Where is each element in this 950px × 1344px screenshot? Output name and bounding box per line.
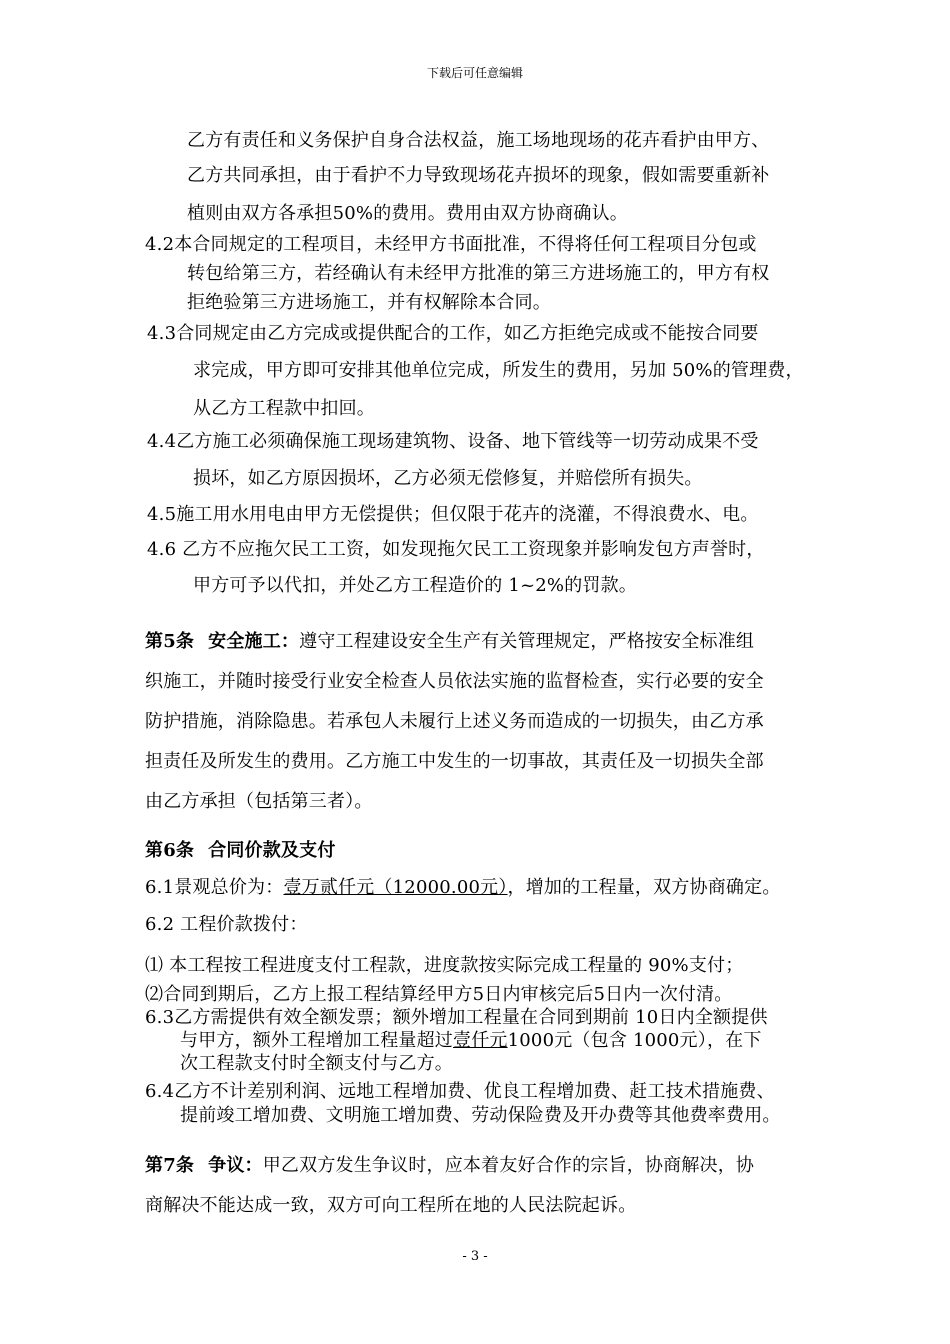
clause-6-2: 6.2 工程价款拨付： [145, 914, 308, 935]
clause-line-s43l3: 从乙方工程款中扣回。 [193, 398, 375, 419]
clause-line-s42l2: 转包给第三方，若经确认有未经甲方批准的第三方进场施工的，甲方有权 [187, 263, 770, 284]
clause-line-s43l1: 4.3合同规定由乙方完成或提供配合的工作，如乙方拒绝完成或不能按合同要 [147, 323, 759, 344]
article-7-line-2: 商解决不能达成一致，双方可向工程所在地的人民法院起诉。 [145, 1195, 637, 1216]
clause-line-s43l2: 求完成，甲方即可安排其他单位完成，所发生的费用，另加 50%的管理费， [193, 360, 804, 381]
article-7-heading: 第7条 [145, 1155, 195, 1176]
clause-line-p1l1: 乙方有责任和义务保护自身合法权益，施工场地现场的花卉看护由甲方、 [187, 130, 770, 151]
clause-6-4-line-1: 6.4乙方不计差别利润、远地工程增加费、优良工程增加费、赶工技术措施费、 [145, 1081, 775, 1102]
article-6-heading-line [145, 839, 336, 863]
clause-6-2-item-2: ⑵合同到期后，乙方上报工程结算经甲方5日内审核完后5日内一次付清。 [145, 984, 733, 1005]
article-5-line-5: 由乙方承担（包括第三者）。 [145, 791, 373, 812]
clause-6-3-line-2: 与甲方，额外工程增加工程量超过壹仟元1000元（包含 1000元），在下 [180, 1030, 762, 1051]
clause-line-p1l2: 乙方共同承担，由于看护不力导致现场花卉损坏的现象，假如需要重新补 [187, 165, 770, 186]
article-5-title: 安全施工： [208, 631, 300, 652]
clause-6-2-item-1: ⑴ 本工程按工程进度支付工程款，进度款按实际完成工程量的 90%支付； [145, 955, 744, 976]
article-5-heading: 第5条 [145, 631, 195, 652]
clause-6-3-line-3: 次工程款支付时全额支付与乙方。 [180, 1053, 453, 1074]
article-7-line-1: 第7条 争议：甲乙双方发生争议时，应本着友好合作的宗旨，协商解决，协 [145, 1155, 755, 1176]
clause-line-p1l3: 植则由双方各承担50%的费用。费用由双方协商确认。 [187, 203, 629, 224]
total-price: 壹万贰仟元（12000.00元） [283, 877, 508, 898]
clause-line-s44l2: 损坏，如乙方原因损坏，乙方必须无偿修复，并赔偿所有损失。 [193, 468, 703, 489]
article-7-title: 争议： [208, 1155, 263, 1176]
clause-line-s46l2: 甲方可予以代扣，并处乙方工程造价的 1~2%的罚款。 [193, 575, 638, 596]
page-header: 下载后可任意编辑 [426, 66, 523, 80]
article-5-line-2: 织施工，并随时接受行业安全检查人员依法实施的监督检查，实行必要的安全 [145, 671, 764, 692]
clause-line-s46l1: 4.6 乙方不应拖欠民工工资，如发现拖欠民工工资现象并影响发包方声誉时， [147, 539, 765, 560]
article-5-line-3: 防护措施，消除隐患。若承包人未履行上述义务而造成的一切损失，由乙方承 [145, 711, 764, 732]
clause-6-3-line-1: 6.3乙方需提供有效全额发票；额外增加工程量在合同到期前 10日内全额提供 [145, 1007, 768, 1028]
clause-line-s42l1: 4.2本合同规定的工程项目，未经甲方书面批准，不得将任何工程项目分包或 [145, 234, 757, 255]
clause-line-s44l1: 4.4乙方施工必须确保施工现场建筑物、设备、地下管线等一切劳动成果不受 [147, 431, 759, 452]
clause-6-4-line-2: 提前竣工增加费、文明施工增加费、劳动保险费及开办费等其他费率费用。 [180, 1105, 781, 1126]
article-6-heading: 第6条 [145, 840, 195, 861]
article-5-line-4: 担责任及所发生的费用。乙方施工中发生的一切事故，其责任及一切损失全部 [145, 751, 764, 772]
article-6-title: 合同价款及支付 [208, 840, 336, 861]
clause-line-s45l1: 4.5施工用水用电由甲方无偿提供；但仅限于花卉的浇灌，不得浪费水、电。 [147, 504, 759, 525]
article-5-line-1: 第5条 安全施工：遵守工程建设安全生产有关管理规定，严格按安全标准组 [145, 631, 755, 652]
clause-6-1: 6.1景观总价为：壹万贰仟元（12000.00元），增加的工程量，双方协商确定。 [145, 877, 781, 898]
clause-line-s42l3: 拒绝验第三方进场施工，并有权解除本合同。 [187, 292, 551, 313]
page-number: - 3 - [462, 1249, 488, 1264]
